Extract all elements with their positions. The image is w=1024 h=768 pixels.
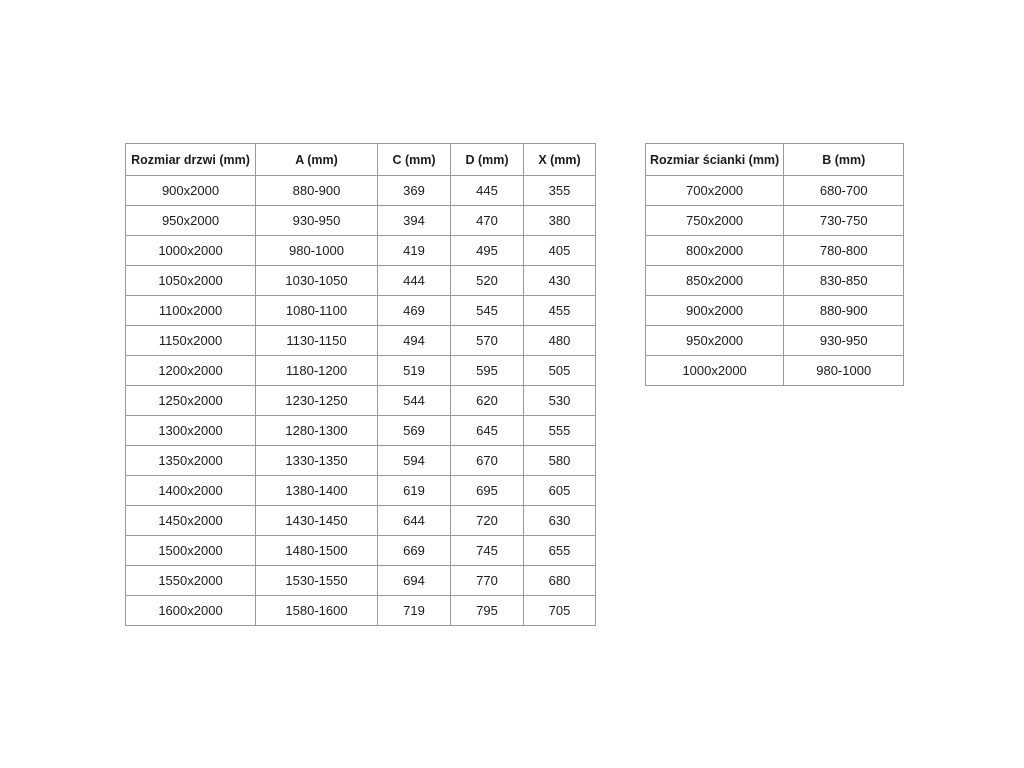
table-row xyxy=(126,386,596,416)
table-cell: 594 xyxy=(378,446,451,476)
table-cell: 469 xyxy=(378,296,451,326)
table-cell: 1200x2000 xyxy=(126,356,256,386)
table-cell: 1550x2000 xyxy=(126,566,256,596)
table-cell: 430 xyxy=(524,266,596,296)
table-cell: 750x2000 xyxy=(646,206,784,236)
table-cell: 619 xyxy=(378,476,451,506)
table-cell: 695 xyxy=(451,476,524,506)
table-cell: 495 xyxy=(451,236,524,266)
table-row xyxy=(126,356,596,386)
table-cell: 1000x2000 xyxy=(646,356,784,386)
table-cell: 544 xyxy=(378,386,451,416)
table-cell: 1150x2000 xyxy=(126,326,256,356)
table-cell: 445 xyxy=(451,176,524,206)
table-row xyxy=(126,596,596,626)
table-cell: 1030-1050 xyxy=(256,266,378,296)
table-cell: 730-750 xyxy=(784,206,904,236)
table-row xyxy=(126,416,596,446)
table-header-cell: Rozmiar drzwi (mm) xyxy=(126,144,256,176)
table-cell: 850x2000 xyxy=(646,266,784,296)
table-row xyxy=(646,266,904,296)
table-header-cell: Rozmiar ścianki (mm) xyxy=(646,144,784,176)
table-cell: 950x2000 xyxy=(126,206,256,236)
table-cell: 900x2000 xyxy=(646,296,784,326)
table-row xyxy=(126,446,596,476)
table-cell: 830-850 xyxy=(784,266,904,296)
table-cell: 505 xyxy=(524,356,596,386)
table-cell: 745 xyxy=(451,536,524,566)
table-cell: 1130-1150 xyxy=(256,326,378,356)
table-cell: 1080-1100 xyxy=(256,296,378,326)
table-cell: 444 xyxy=(378,266,451,296)
table-cell: 605 xyxy=(524,476,596,506)
table-cell: 655 xyxy=(524,536,596,566)
table-cell: 1480-1500 xyxy=(256,536,378,566)
table-row xyxy=(126,506,596,536)
table-cell: 950x2000 xyxy=(646,326,784,356)
table-cell: 470 xyxy=(451,206,524,236)
table-cell: 1450x2000 xyxy=(126,506,256,536)
table-cell: 644 xyxy=(378,506,451,536)
table-cell: 519 xyxy=(378,356,451,386)
table-cell: 480 xyxy=(524,326,596,356)
table-cell: 1050x2000 xyxy=(126,266,256,296)
table-row xyxy=(126,176,596,206)
table-cell: 355 xyxy=(524,176,596,206)
table-cell: 1500x2000 xyxy=(126,536,256,566)
table-row xyxy=(126,236,596,266)
table-cell: 555 xyxy=(524,416,596,446)
table-row xyxy=(646,206,904,236)
table-cell: 705 xyxy=(524,596,596,626)
table-header-cell: D (mm) xyxy=(451,144,524,176)
table-row xyxy=(126,476,596,506)
table-header-cell: C (mm) xyxy=(378,144,451,176)
table-cell: 394 xyxy=(378,206,451,236)
table-cell: 700x2000 xyxy=(646,176,784,206)
table-cell: 380 xyxy=(524,206,596,236)
table-cell: 795 xyxy=(451,596,524,626)
door-sizes-table xyxy=(125,143,596,626)
table-header-cell: B (mm) xyxy=(784,144,904,176)
table-row xyxy=(126,536,596,566)
table-cell: 645 xyxy=(451,416,524,446)
table-cell: 494 xyxy=(378,326,451,356)
table-cell: 595 xyxy=(451,356,524,386)
table-row xyxy=(646,236,904,266)
table-cell: 1600x2000 xyxy=(126,596,256,626)
table-cell: 369 xyxy=(378,176,451,206)
table-row xyxy=(646,356,904,386)
table-cell: 1350x2000 xyxy=(126,446,256,476)
table-row xyxy=(126,326,596,356)
table-row xyxy=(646,326,904,356)
table-cell: 930-950 xyxy=(256,206,378,236)
table-cell: 900x2000 xyxy=(126,176,256,206)
table-cell: 719 xyxy=(378,596,451,626)
table-cell: 530 xyxy=(524,386,596,416)
table-cell: 419 xyxy=(378,236,451,266)
table-cell: 670 xyxy=(451,446,524,476)
table-row xyxy=(126,206,596,236)
table-cell: 680-700 xyxy=(784,176,904,206)
table-cell: 880-900 xyxy=(256,176,378,206)
table-row xyxy=(126,296,596,326)
table-cell: 405 xyxy=(524,236,596,266)
table-cell: 580 xyxy=(524,446,596,476)
table-cell: 1300x2000 xyxy=(126,416,256,446)
table-cell: 1180-1200 xyxy=(256,356,378,386)
table-header-row xyxy=(126,144,596,176)
table-cell: 720 xyxy=(451,506,524,536)
table-cell: 1530-1550 xyxy=(256,566,378,596)
table-cell: 800x2000 xyxy=(646,236,784,266)
table-cell: 669 xyxy=(378,536,451,566)
table-cell: 930-950 xyxy=(784,326,904,356)
table-cell: 1100x2000 xyxy=(126,296,256,326)
table-cell: 1230-1250 xyxy=(256,386,378,416)
table-row xyxy=(126,266,596,296)
table-row xyxy=(646,296,904,326)
table-cell: 455 xyxy=(524,296,596,326)
table-cell: 980-1000 xyxy=(256,236,378,266)
table-header-cell: X (mm) xyxy=(524,144,596,176)
table-cell: 1000x2000 xyxy=(126,236,256,266)
table-cell: 520 xyxy=(451,266,524,296)
table-cell: 980-1000 xyxy=(784,356,904,386)
table-cell: 1280-1300 xyxy=(256,416,378,446)
table-cell: 694 xyxy=(378,566,451,596)
table-header-row xyxy=(646,144,904,176)
table-cell: 569 xyxy=(378,416,451,446)
table-cell: 880-900 xyxy=(784,296,904,326)
table-cell: 630 xyxy=(524,506,596,536)
table-row xyxy=(646,176,904,206)
table-cell: 1580-1600 xyxy=(256,596,378,626)
table-cell: 770 xyxy=(451,566,524,596)
table-cell: 1250x2000 xyxy=(126,386,256,416)
wall-sizes-table xyxy=(645,143,904,386)
table-row xyxy=(126,566,596,596)
table-cell: 545 xyxy=(451,296,524,326)
table-cell: 570 xyxy=(451,326,524,356)
table-cell: 680 xyxy=(524,566,596,596)
table-cell: 1380-1400 xyxy=(256,476,378,506)
table-cell: 780-800 xyxy=(784,236,904,266)
table-cell: 620 xyxy=(451,386,524,416)
table-cell: 1430-1450 xyxy=(256,506,378,536)
table-cell: 1400x2000 xyxy=(126,476,256,506)
table-header-cell: A (mm) xyxy=(256,144,378,176)
table-cell: 1330-1350 xyxy=(256,446,378,476)
